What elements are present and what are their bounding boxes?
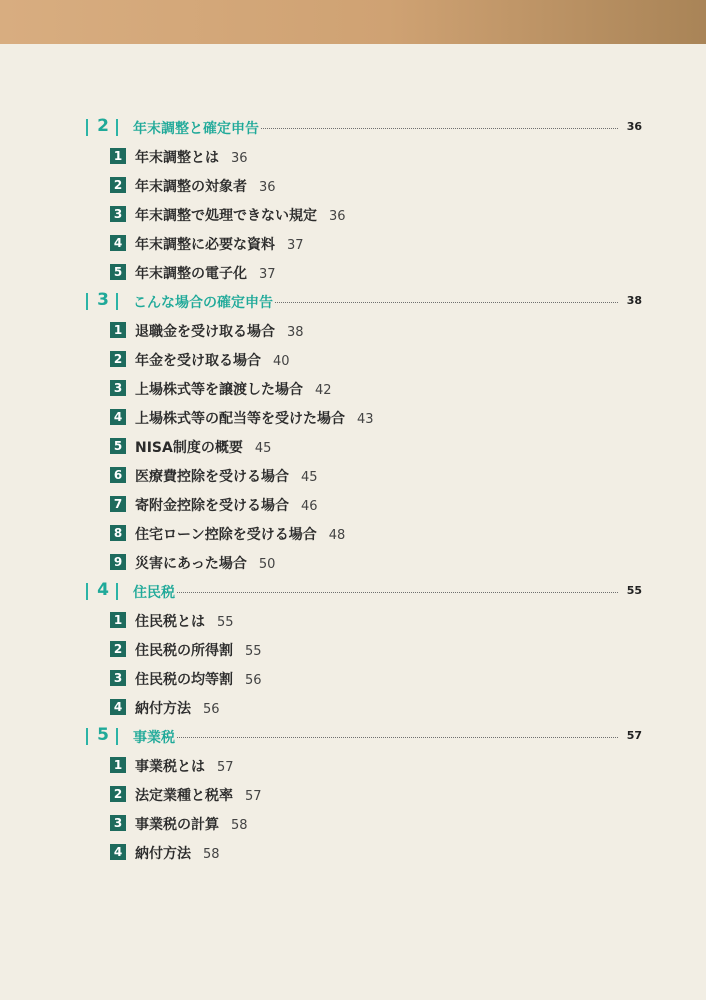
chapter-bar-right (116, 119, 118, 136)
section-title-text: 住民税の均等割 (135, 672, 233, 688)
section-item[interactable] (0, 838, 706, 867)
section-item[interactable] (0, 258, 706, 287)
section-title (135, 495, 318, 515)
section-title-text: 事業税とは (135, 759, 205, 775)
section-page-number: 57 (245, 789, 262, 804)
leader-dots (133, 592, 618, 593)
section-number-badge: 3 (110, 815, 126, 831)
section-number-badge: 3 (110, 206, 126, 222)
chapter-number: 3 (97, 290, 109, 310)
section-title-text: 年末調整の電子化 (135, 266, 247, 282)
section-title-text: NISA制度の概要 (135, 440, 243, 456)
chapter-heading[interactable] (0, 722, 706, 751)
section-number-badge: 2 (110, 786, 126, 802)
section-number-badge: 5 (110, 264, 126, 280)
section-title (135, 466, 318, 486)
section-title-text: 年金を受け取る場合 (135, 353, 261, 369)
section-page-number: 50 (258, 557, 276, 572)
section-item[interactable] (0, 403, 706, 432)
section-title (135, 147, 248, 167)
section-item[interactable] (0, 461, 706, 490)
section-title (135, 669, 262, 689)
section-page-number: 45 (254, 441, 272, 456)
section-item[interactable] (0, 635, 706, 664)
section-item[interactable] (0, 606, 706, 635)
section-item[interactable] (0, 548, 706, 577)
section-title-text: 納付方法 (135, 846, 191, 862)
chapter-title: 年末調整と確定申告 (133, 118, 261, 138)
chapter-number: 5 (97, 725, 109, 745)
chapter-bar-left (86, 119, 88, 136)
section-title-text: 法定業種と税率 (135, 788, 233, 804)
section-number-badge: 1 (110, 148, 126, 164)
chapter-number: 2 (97, 116, 109, 136)
section-item[interactable] (0, 200, 706, 229)
chapter-bar-left (86, 583, 88, 600)
section-title-text: 住民税とは (135, 614, 205, 630)
section-item[interactable] (0, 142, 706, 171)
section-number-badge: 8 (110, 525, 126, 541)
chapter-bar-right (116, 293, 118, 310)
section-title (135, 611, 234, 631)
section-title (135, 437, 271, 457)
section-title (135, 408, 374, 428)
section-title (135, 843, 220, 863)
section-page-number: 36 (231, 151, 248, 166)
chapter-page-number: 57 (626, 729, 642, 742)
section-page-number: 36 (329, 209, 346, 224)
section-title (135, 553, 275, 573)
section-page-number: 40 (273, 354, 290, 369)
chapter-title: 事業税 (133, 727, 177, 747)
section-item[interactable] (0, 229, 706, 258)
section-title-text: 年末調整の対象者 (135, 179, 247, 195)
section-item[interactable] (0, 751, 706, 780)
chapter-heading[interactable] (0, 113, 706, 142)
section-title-text: 医療費控除を受ける場合 (135, 469, 289, 485)
section-item[interactable] (0, 519, 706, 548)
section-title-text: 退職金を受け取る場合 (135, 324, 275, 340)
section-page-number: 43 (357, 412, 374, 427)
section-number-badge: 2 (110, 177, 126, 193)
section-title (135, 205, 346, 225)
section-title (135, 379, 332, 399)
section-page-number: 55 (217, 615, 234, 630)
section-page-number: 42 (315, 383, 332, 398)
section-item[interactable] (0, 316, 706, 345)
section-number-badge: 3 (110, 670, 126, 686)
chapter-number: 4 (97, 580, 109, 600)
section-title (135, 321, 304, 341)
section-title (135, 176, 276, 196)
section-number-badge: 6 (110, 467, 126, 483)
chapter-page-number: 55 (626, 584, 642, 597)
section-title (135, 234, 304, 254)
chapter-title: 住民税 (133, 582, 177, 602)
section-title-text: 上場株式等を譲渡した場合 (135, 382, 303, 398)
section-title-text: 住民税の所得割 (135, 643, 233, 659)
chapter-bar-left (86, 293, 88, 310)
chapter-heading[interactable] (0, 577, 706, 606)
section-page-number: 48 (328, 528, 346, 543)
section-item[interactable] (0, 374, 706, 403)
section-number-badge: 1 (110, 322, 126, 338)
section-page-number: 58 (231, 818, 248, 833)
section-title-text: 災害にあった場合 (135, 556, 247, 572)
section-title-text: 年末調整で処理できない規定 (135, 208, 317, 224)
section-title-text: 納付方法 (135, 701, 191, 717)
chapter-bar-left (86, 728, 88, 745)
section-title (135, 785, 262, 805)
section-title-text: 住宅ローン控除を受ける場合 (135, 527, 317, 543)
section-number-badge: 2 (110, 641, 126, 657)
section-item[interactable] (0, 345, 706, 374)
section-item[interactable] (0, 432, 706, 461)
section-title (135, 814, 248, 834)
section-page-number: 37 (259, 267, 276, 282)
section-page-number: 36 (259, 180, 276, 195)
section-page-number: 46 (301, 499, 318, 514)
section-title (135, 350, 290, 370)
section-title-text: 上場株式等の配当等を受けた場合 (135, 411, 345, 427)
header-band (0, 0, 706, 44)
section-title-text: 事業税の計算 (135, 817, 219, 833)
section-title (135, 524, 345, 544)
section-item[interactable] (0, 809, 706, 838)
section-title-text: 年末調整とは (135, 150, 219, 166)
section-title-text: 年末調整に必要な資料 (135, 237, 275, 253)
chapter-title: こんな場合の確定申告 (133, 292, 275, 312)
section-page-number: 45 (301, 470, 318, 485)
section-item[interactable] (0, 490, 706, 519)
section-page-number: 58 (203, 847, 220, 862)
chapter-bar-right (116, 583, 118, 600)
chapter-page-number: 38 (626, 294, 642, 307)
section-item[interactable] (0, 693, 706, 722)
section-item[interactable] (0, 171, 706, 200)
section-number-badge: 1 (110, 757, 126, 773)
chapter-page-number: 36 (626, 120, 642, 133)
section-page-number: 38 (287, 325, 304, 340)
section-title (135, 263, 276, 283)
section-title (135, 698, 220, 718)
leader-dots (133, 737, 618, 738)
section-page-number: 55 (245, 644, 262, 659)
section-number-badge: 4 (110, 235, 126, 251)
table-of-contents (0, 113, 706, 867)
section-number-badge: 4 (110, 844, 126, 860)
section-title (135, 640, 262, 660)
section-item[interactable] (0, 664, 706, 693)
section-number-badge: 9 (110, 554, 126, 570)
section-page-number: 57 (217, 760, 234, 775)
section-number-badge: 5 (110, 438, 126, 454)
section-number-badge: 1 (110, 612, 126, 628)
section-number-badge: 4 (110, 409, 126, 425)
section-page-number: 37 (287, 238, 304, 253)
section-number-badge: 3 (110, 380, 126, 396)
section-number-badge: 4 (110, 699, 126, 715)
section-page-number: 56 (245, 673, 262, 688)
section-number-badge: 2 (110, 351, 126, 367)
section-number-badge: 7 (110, 496, 126, 512)
section-item[interactable] (0, 780, 706, 809)
chapter-heading[interactable] (0, 287, 706, 316)
section-title (135, 756, 234, 776)
chapter-bar-right (116, 728, 118, 745)
section-title-text: 寄附金控除を受ける場合 (135, 498, 289, 514)
section-page-number: 56 (203, 702, 220, 717)
